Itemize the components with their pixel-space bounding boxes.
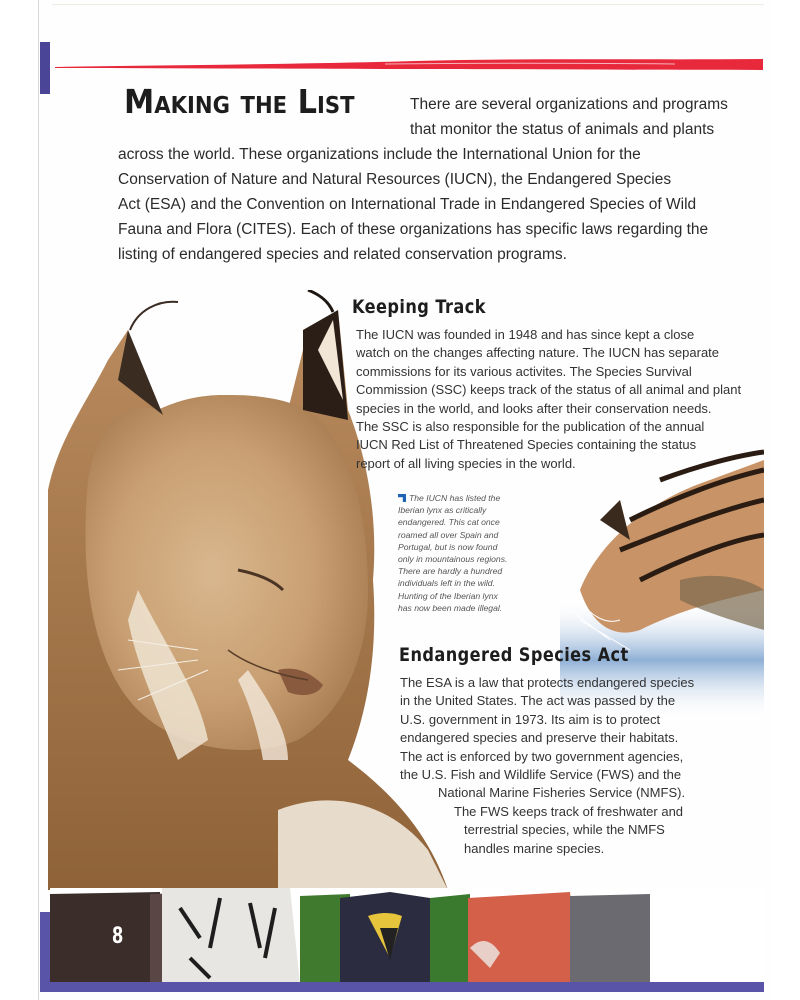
- caption-line: Iberian lynx as critically: [398, 505, 487, 516]
- intro-line: Fauna and Flora (CITES). Each of these organizations has specific laws regarding the: [118, 221, 709, 238]
- white-tiger-image: [162, 888, 300, 984]
- purple-side-band: [40, 912, 50, 992]
- caption-line: Hunting of the Iberian lynx: [398, 590, 498, 601]
- page-number: 8: [111, 924, 124, 949]
- lizard-image: [570, 894, 650, 984]
- intro-line: across the world. These organizations include the International Union for the: [118, 146, 641, 163]
- text-line: report of all living species in the world.: [356, 455, 576, 471]
- condor-image: [468, 892, 580, 984]
- esa-body: [400, 674, 760, 858]
- intro-line: that monitor the status of animals and plants: [410, 121, 715, 138]
- text-line: The act is enforced by two government agencies,: [400, 748, 684, 764]
- text-line: The IUCN was founded in 1948 and has since kept a close: [356, 327, 695, 342]
- intro-line: Act (ESA) and the Convention on International Trade in Endangered Species of Wild: [118, 196, 697, 213]
- section-heading-keeping-track: Keeping Track: [352, 296, 486, 318]
- animal-photo-strip: [50, 888, 764, 984]
- text-line: National Marine Fisheries Service (NMFS).: [438, 785, 686, 801]
- caption-line: endangered. This cat once: [398, 517, 500, 528]
- intro-line: There are several organizations and programs: [410, 96, 728, 113]
- top-rule: [52, 4, 764, 5]
- text-line: IUCN Red List of Threatened Species containing the status: [356, 437, 697, 453]
- intro-paragraph: [118, 92, 764, 267]
- caption-line: has now been made illegal.: [398, 602, 503, 613]
- text-line: The SSC is also responsible for the publication of the annual: [356, 419, 705, 435]
- text-line: U.S. government in 1973. Its aim is to protect: [400, 711, 661, 727]
- text-line: The ESA is a law that protects endangered species: [400, 675, 695, 690]
- section-heading-esa: Endangered Species Act: [399, 644, 629, 666]
- lynx-caption: [398, 492, 548, 614]
- text-line: watch on the changes affecting nature. The IUCN has separate: [356, 345, 720, 361]
- side-tab-marker: [40, 42, 50, 94]
- rhino-image: [50, 892, 160, 984]
- purple-bottom-band: [40, 982, 764, 992]
- text-line: terrestrial species, while the NMFS: [464, 822, 665, 838]
- text-line: species in the world, and looks after their conservation needs.: [356, 400, 712, 416]
- caption-marker-icon: [398, 494, 406, 502]
- red-brush-stroke: [55, 56, 763, 74]
- intro-line: listing of endangered species and related conservation programs.: [118, 246, 567, 263]
- caption-line: roamed all over Spain and: [398, 529, 499, 540]
- page-title: Making the List: [124, 82, 355, 121]
- text-line: endangered species and preserve their habitats.: [400, 730, 679, 746]
- text-line: in the United States. The act was passed by the: [400, 693, 676, 709]
- intro-line: Conservation of Nature and Natural Resources (IUCN), the Endangered Species: [118, 171, 672, 188]
- caption-line: The IUCN has listed the: [409, 493, 501, 503]
- text-line: handles marine species.: [464, 840, 605, 856]
- keeping-track-body: [356, 326, 766, 473]
- caption-line: individuals left in the wild.: [398, 578, 495, 589]
- caption-line: There are hardly a hundred: [398, 566, 503, 577]
- caption-line: only in mountainous regions.: [398, 554, 508, 565]
- caption-line: Portugal, but is now found: [398, 541, 498, 552]
- text-line: the U.S. Fish and Wildlife Service (FWS) and the: [400, 767, 682, 783]
- text-line: The FWS keeps track of freshwater and: [454, 803, 684, 819]
- text-line: Commission (SSC) keeps track of the status of all animal and plant: [356, 382, 742, 398]
- text-line: commissions for its various activites. The Species Survival: [356, 363, 692, 379]
